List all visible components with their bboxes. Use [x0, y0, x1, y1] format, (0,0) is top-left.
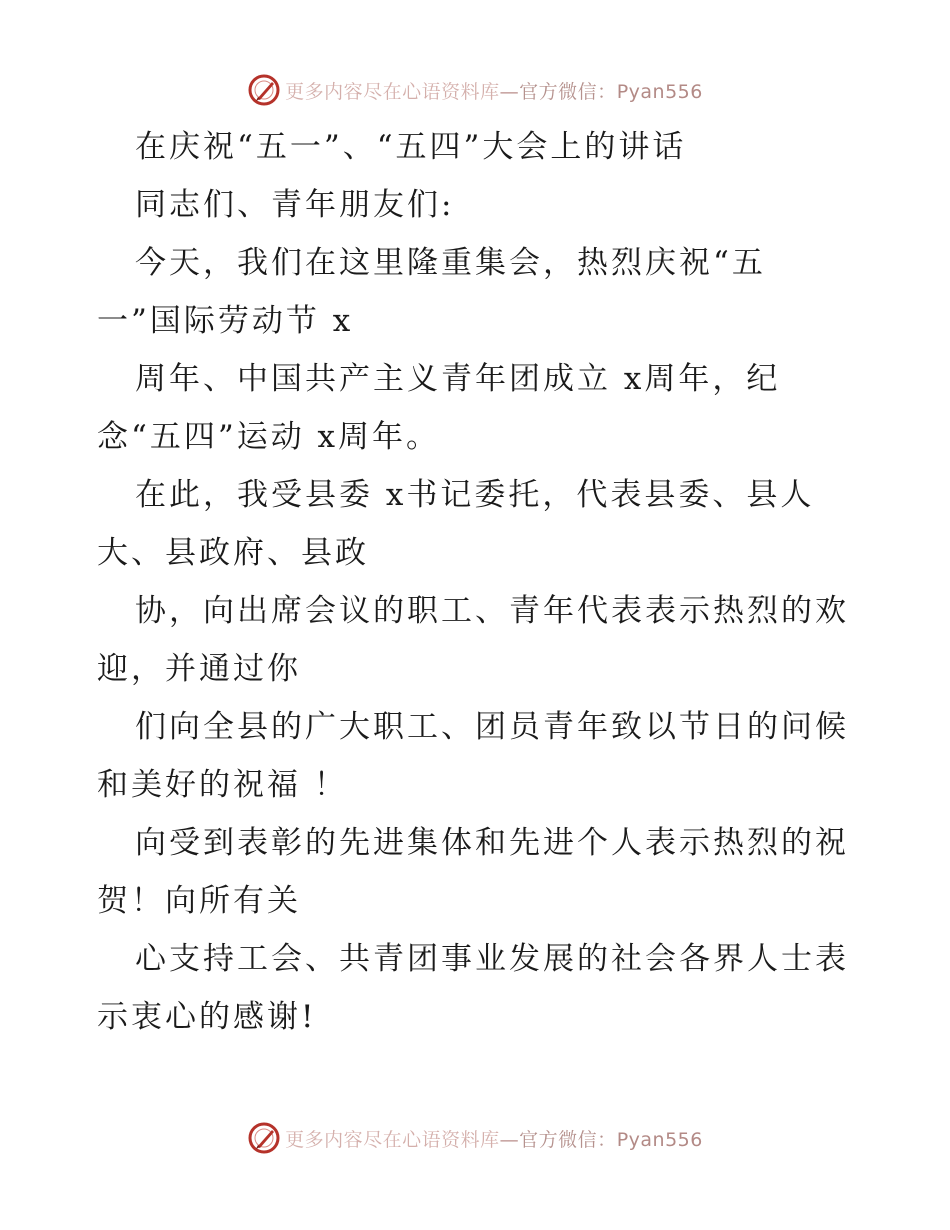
header-watermark [0, 70, 950, 110]
speech-body [97, 118, 857, 1046]
watermark-brand: 更多内容尽在心语资料库 [285, 80, 500, 103]
speech-title: 在庆祝“五一”、“五四”大会上的讲话 [135, 129, 687, 165]
text-line: 示衷心的感谢! [97, 999, 317, 1035]
text-line: 们向全县的广大职工、团员青年致以节日的问候 [135, 709, 849, 745]
feather-pen-circle-icon [247, 73, 281, 107]
text-line: 迎，并通过你 [97, 651, 301, 687]
watermark-brand: 更多内容尽在心语资料库 [285, 1128, 500, 1151]
watermark-text [285, 77, 703, 104]
text-line: 向受到表彰的先进集体和先进个人表示热烈的祝 [135, 825, 849, 861]
watermark-label: 官方微信： [519, 80, 617, 103]
watermark-wechat-id: Pyan556 [616, 80, 703, 103]
text-line: 周年、中国共产主义青年团成立 x周年，纪 [135, 361, 781, 397]
footer-watermark [0, 1118, 950, 1158]
feather-pen-circle-icon [247, 1121, 281, 1155]
text-line: 一”国际劳动节 x [97, 303, 354, 339]
watermark-text [285, 1125, 703, 1152]
text-line: 贺！向所有关 [97, 883, 301, 919]
text-line: 和美好的祝福 ！ [97, 767, 348, 803]
watermark-label: 官方微信： [519, 1128, 617, 1151]
text-line: 心支持工会、共青团事业发展的社会各界人士表 [135, 941, 849, 977]
watermark-wechat-id: Pyan556 [616, 1128, 703, 1151]
watermark-separator: — [499, 1128, 520, 1151]
text-line: 念“五四”运动 x周年。 [97, 419, 441, 455]
text-line: 今天，我们在这里隆重集会，热烈庆祝“五 [135, 245, 766, 281]
watermark-separator: — [499, 80, 520, 103]
text-line: 协，向出席会议的职工、青年代表表示热烈的欢 [135, 593, 849, 629]
text-line: 同志们、青年朋友们: [135, 187, 455, 223]
text-line: 在此，我受县委 x书记委托，代表县委、县人 [135, 477, 815, 513]
text-line: 大、县政府、县政 [97, 535, 369, 571]
